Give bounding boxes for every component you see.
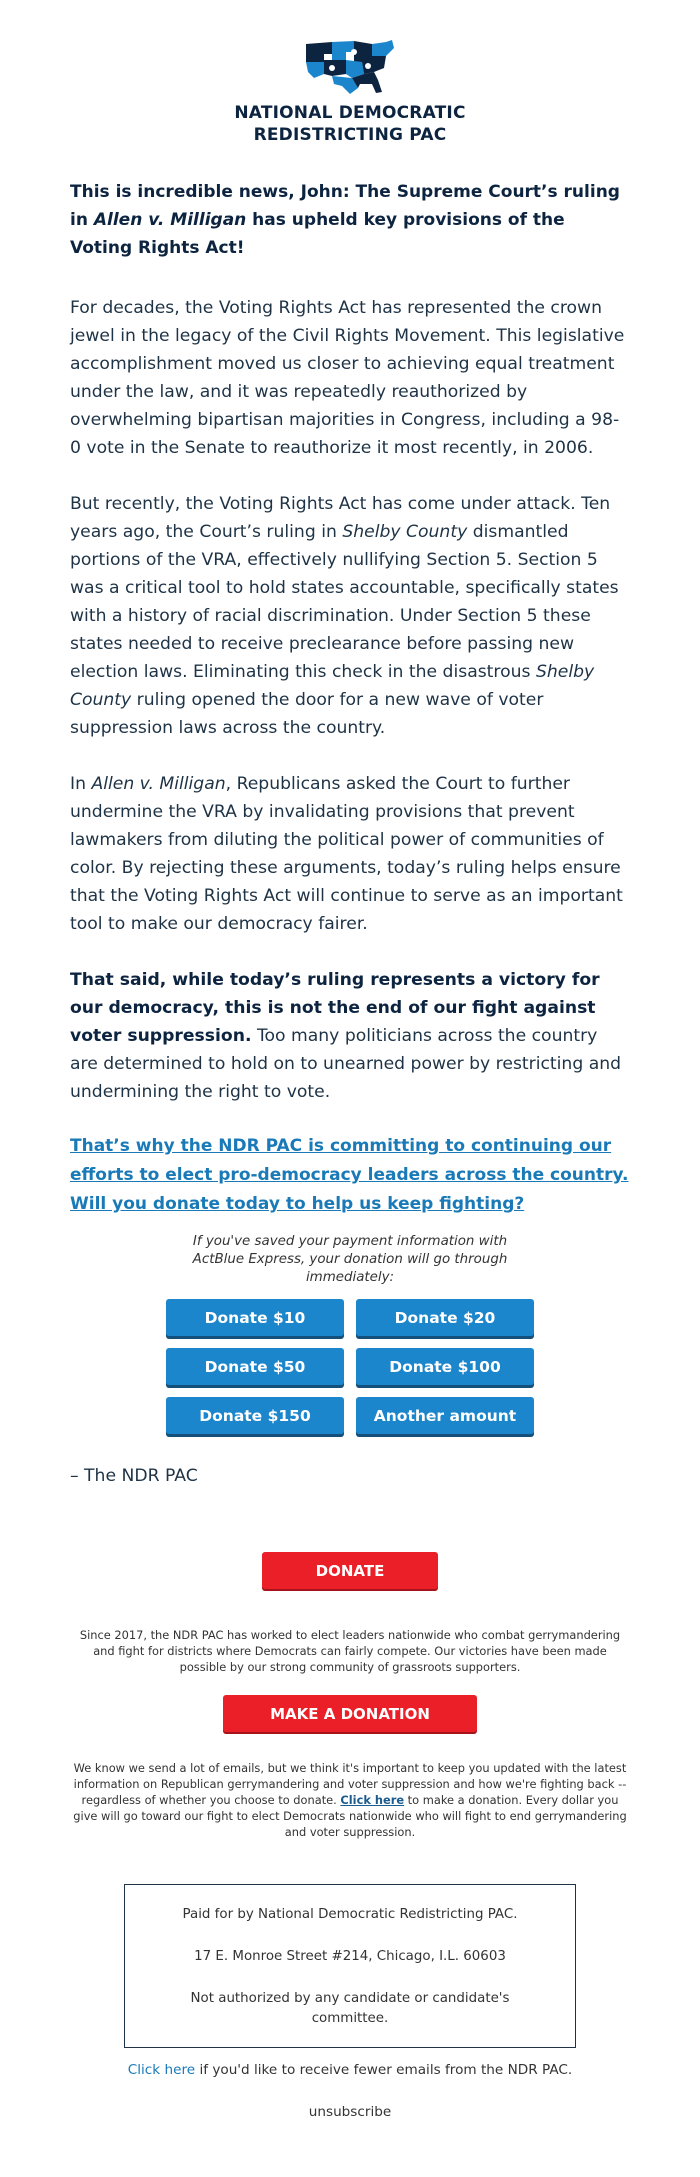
us-map-puzzle-icon [302, 38, 398, 96]
donate-button[interactable]: DONATE [262, 1552, 438, 1589]
p3-b: , Republicans asked the Court to further undermine the VRA by invalidating provisions that prevent lawmakers from diluting the political power of communities of color. By rejecting these arguments, today’s ruling helps ensure that the Voting Rights Act will continue to serve as an important tool to make our democracy fairer. [70, 774, 623, 934]
lead-part-1: This is incredible news, John: The Supreme Court’s ruling in [70, 182, 620, 230]
fewer-emails-text: if you'd like to receive fewer emails from the NDR PAC. [195, 2062, 573, 2078]
donate-10-button[interactable]: Donate $10 [166, 1299, 344, 1336]
paragraph-history: For decades, the Voting Rights Act has represented the crown jewel in the legacy of the Civil Rights Movement. This legislative accomplishment moved us closer to achieving equal treatment under the law, and it was repeatedly reauthorized by overwhelming bipartisan majorities in Congress, including a 98-0 vote in the Senate to reauthorize it most recently, in 2006. [70, 298, 625, 458]
donate-100-button[interactable]: Donate $100 [356, 1348, 534, 1385]
p2-a: But recently, the Voting Rights Act has come under attack. Ten years ago, the Court’s ruling in [70, 494, 611, 542]
message-content [0, 178, 700, 1219]
unsubscribe-link[interactable]: unsubscribe [308, 2104, 392, 2120]
p3-a: In [70, 774, 92, 794]
p4-bold: That said, while today’s ruling represents a victory for our democracy, this is not the end of our fight against voter suppression. [70, 970, 600, 1046]
p2-shelby-1: Shelby County [342, 522, 468, 542]
p2-shelby-2: Shelby County [70, 662, 595, 710]
paragraph-fight [70, 966, 630, 1106]
p2-c: ruling opened the door for a new wave of voter suppression laws across the country. [70, 690, 544, 738]
header-logo[interactable] [0, 0, 700, 146]
p2-b: dismantled portions of the VRA, effectively nullifying Section 5. Section 5 was a critical tool to hold states accountable, specifically states with a history of racial discrimination. Under Section 5 these states needed to receive preclearance before passing new election laws. Eliminating this check in the disastrous [70, 522, 619, 682]
fewer-emails-line [0, 2062, 700, 2078]
donate-20-button[interactable]: Donate $20 [356, 1299, 534, 1336]
footer-note-a: We know we send a lot of emails, but we think it's important to keep you updated with the latest information on Republican gerrymandering and voter suppression and how we're fighting back -- regardless of whether you choose to donate. [73, 1761, 627, 1807]
disclaimer-box [124, 1884, 576, 2048]
donate-150-button[interactable]: Donate $150 [166, 1397, 344, 1434]
actblue-express-note: If you've saved your payment information with ActBlue Express, your donation will go through immediately: [192, 1234, 508, 1285]
organization-name [0, 102, 700, 146]
lead-headline [70, 178, 630, 262]
paragraph-allen [70, 770, 630, 938]
donate-other-amount-button[interactable]: Another amount [356, 1397, 534, 1434]
logo-line-2: REDISTRICTING PAC [253, 125, 447, 145]
lead-part-2: has upheld key provisions of the Voting Rights Act! [70, 210, 565, 258]
mailing-address: 17 E. Monroe Street #214, Chicago, I.L. 60603 [194, 1949, 506, 1964]
paid-for-by: Paid for by National Democratic Redistricting PAC. [182, 1907, 518, 1922]
donate-cta-link[interactable]: That’s why the NDR PAC is committing to continuing our efforts to elect pro-democracy leaders across the country. Will you donate today to help us keep fighting? [70, 1136, 629, 1214]
logo-line-1: NATIONAL DEMOCRATIC [234, 103, 466, 123]
footer-note-b: to make a donation. Every dollar you give will go toward our fight to elect Democrats nationwide who will fight to end gerrymandering and voter suppression. [73, 1793, 627, 1839]
footer-note [70, 1760, 630, 1840]
fewer-emails-link[interactable]: Click here [127, 2062, 196, 2078]
about-text: Since 2017, the NDR PAC has worked to elect leaders nationwide who combat gerrymandering and fight for districts where Democrats can fairly compete. Our victories have been made possible by our strong community of grassroots supporters. [79, 1628, 621, 1674]
lead-case-name: Allen v. Milligan [93, 210, 247, 230]
make-donation-button[interactable]: MAKE A DONATION [223, 1695, 477, 1732]
footer-donate-link[interactable]: Click here [340, 1793, 405, 1807]
p4-rest: Too many politicians across the country are determined to hold on to unearned power by restricting and undermining the right to vote. [70, 1026, 622, 1102]
p3-case-name: Allen v. Milligan [91, 774, 226, 794]
paragraph-shelby [70, 490, 630, 742]
not-authorized-notice: Not authorized by any candidate or candidate's committee. [190, 1991, 510, 2026]
donation-button-grid [166, 1299, 534, 1434]
signature: – The NDR PAC [70, 1466, 198, 1486]
donate-50-button[interactable]: Donate $50 [166, 1348, 344, 1385]
